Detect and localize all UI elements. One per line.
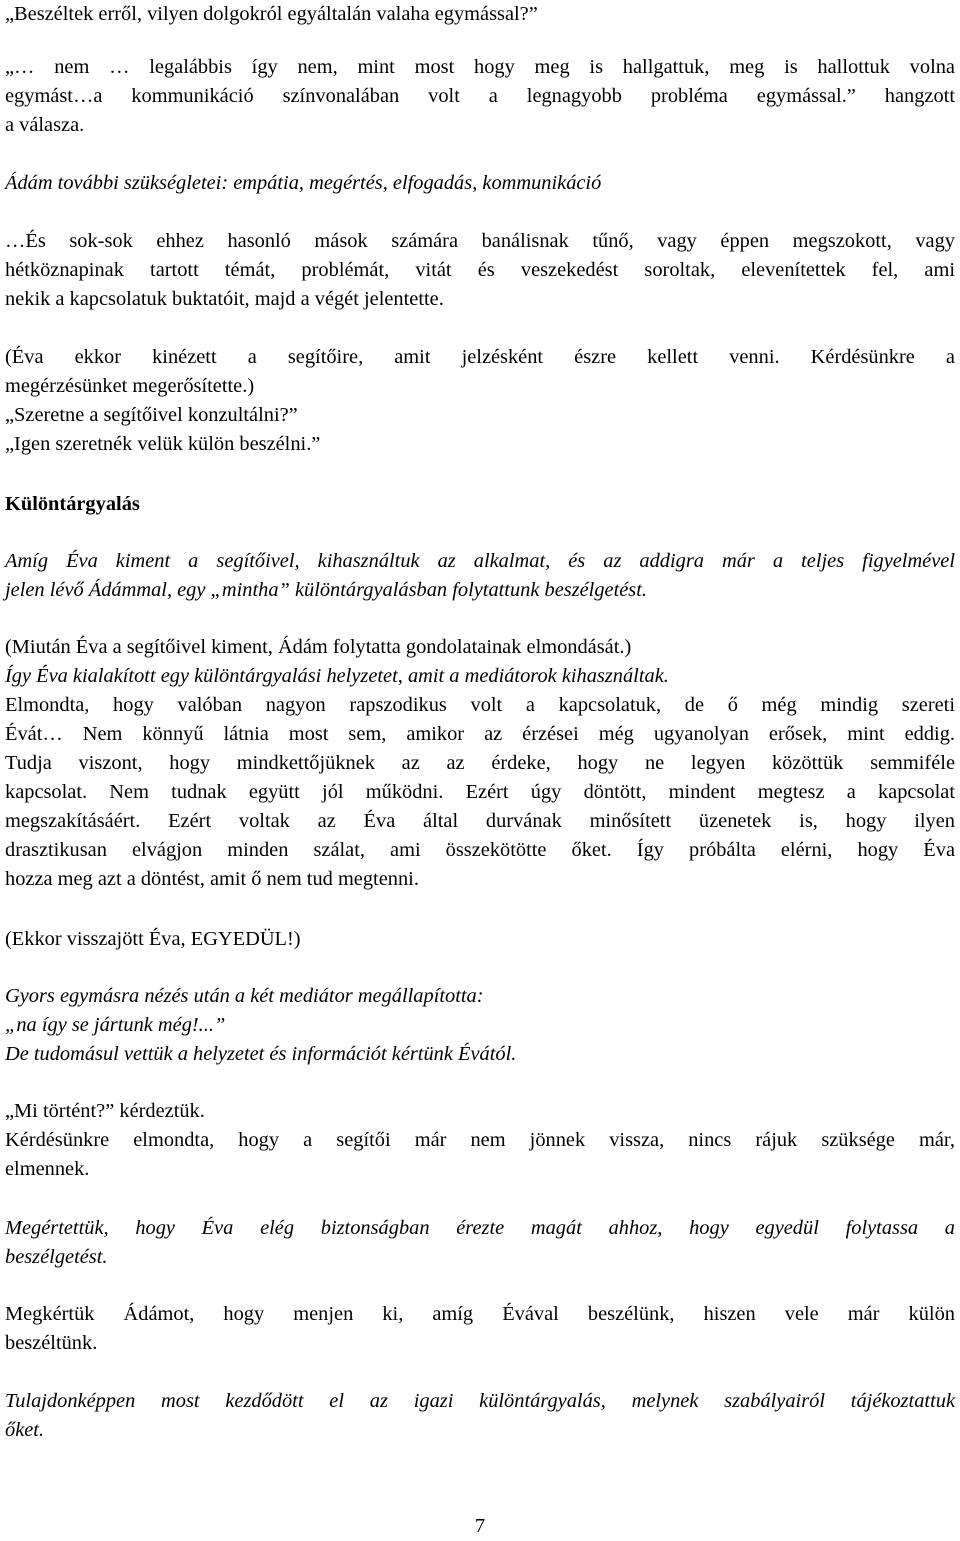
understanding-paragraph	[5, 1214, 955, 1272]
text-line: jelen lévő Ádámmal, egy „mintha” különtárgyalásban folytattunk beszélgetést.	[5, 579, 648, 601]
text-line: beszéltünk.	[5, 1332, 98, 1354]
text-line: Megértettük, hogy Éva elég biztonságban érezte magát ahhoz, hogy egyedül folytassa a	[5, 1217, 955, 1239]
text-line: elmennek.	[5, 1158, 90, 1180]
text-line: (Miután Éva a segítőivel kiment, Ádám folytatta gondolatainak elmondását.)	[5, 636, 632, 658]
text-line: nekik a kapcsolatuk buktatóit, majd a végét jelentette.	[5, 288, 444, 310]
text-line: egymást…a kommunikáció színvonalában volt a legnagyobb probléma egymással.” hangzott	[5, 85, 955, 107]
text-line: drasztikusan elvágjon minden szálat, ami összekötötte őket. Így próbálta elérni, hogy Éva	[5, 839, 955, 861]
text-line: Tudja viszont, hogy mindkettőjüknek az az érdeke, hogy ne legyen közöttük semmiféle	[5, 752, 955, 774]
text-line: megszakításáért. Ezért voltak az Éva által durvának minősített üzenetek is, hogy ilyen	[5, 810, 955, 832]
text-line: hétköznapinak tartott témát, problémát, vitát és veszekedést soroltak, elevenítettek fel, ami	[5, 259, 955, 281]
text-line: Amíg Éva kiment a segítőivel, kihasználtuk az alkalmat, és az addigra már a teljes figyelmével	[5, 550, 955, 572]
needs-heading	[5, 169, 955, 198]
text-line: (Éva ekkor kinézett a segítőire, amit jelzésként észre kellett venni. Kérdésünkre a	[5, 346, 955, 368]
text-line: hozza meg azt a döntést, amit ő nem tud megtenni.	[5, 868, 419, 890]
separate-session-paragraph	[5, 547, 955, 605]
section-heading	[5, 490, 955, 519]
text-line: …És sok-sok ehhez hasonló mások számára banálisnak tűnő, vagy éppen megszokott, vagy	[5, 230, 955, 252]
text-line: „… nem … legalábbis így nem, mint most hogy meg is hallgattuk, meg is hallottuk volna	[5, 56, 955, 78]
real-session-paragraph	[5, 1387, 955, 1445]
text-line: Így Éva kialakított egy különtárgyalási helyzetet, amit a mediátorok kihasználtak.	[5, 665, 669, 687]
text-line: „na így se jártunk még!...”	[5, 1014, 226, 1036]
eva-consult-paragraph	[5, 343, 955, 459]
text-line: „Szeretne a segítőivel konzultálni?”	[5, 404, 298, 426]
text-line: Elmondta, hogy valóban nagyon rapszodikus volt a kapcsolatuk, de ő még mindig szereti	[5, 694, 955, 716]
text-line: Tulajdonképpen most kezdődött el az igazi különtárgyalás, melynek szabályairól tájékoztattuk	[5, 1390, 955, 1412]
text-line: Kérdésünkre elmondta, hogy a segítői már nem jönnek vissza, nincs rájuk szüksége már,	[5, 1129, 955, 1151]
text-line: „Beszéltek erről, vilyen dolgokról egyáltalán valaha egymással?”	[5, 3, 538, 25]
what-happened-paragraph	[5, 1097, 955, 1184]
text-line: Különtárgyalás	[5, 493, 140, 515]
text-line: őket.	[5, 1419, 45, 1441]
eva-returns-paragraph	[5, 925, 955, 954]
text-line: „Igen szeretnék velük külön beszélni.”	[5, 433, 321, 455]
text-line: Megkértük Ádámot, hogy menjen ki, amíg Évával beszélünk, hiszen vele már külön	[5, 1303, 955, 1325]
text-line: Gyors egymásra nézés után a két mediátor megállapította:	[5, 985, 484, 1007]
mediators-paragraph	[5, 982, 955, 1069]
text-line: „Mi történt?” kérdeztük.	[5, 1100, 205, 1122]
question-paragraph	[5, 0, 955, 29]
text-line: De tudomásul vettük a helyzetet és információt kértünk Évától.	[5, 1043, 517, 1065]
adam-leaves-paragraph	[5, 1300, 955, 1358]
text-line: (Ekkor visszajött Éva, EGYEDÜL!)	[5, 928, 301, 950]
page-number: 7	[474, 1515, 486, 1537]
topics-paragraph	[5, 227, 955, 314]
text-line: Évát… Nem könnyű látnia most sem, amikor az érzései még ugyanolyan erősek, mint eddig.	[5, 723, 955, 745]
text-line: Ádám további szükségletei: empátia, megértés, elfogadás, kommunikáció	[5, 172, 602, 194]
text-line: beszélgetést.	[5, 1246, 108, 1268]
text-line: megérzésünket megerősítette.)	[5, 375, 255, 397]
text-line: a válasza.	[5, 114, 85, 136]
text-line: kapcsolat. Nem tudnak együtt jól működni. Ezért úgy döntött, mindent megtesz a kapcsolat	[5, 781, 955, 803]
adam-account-paragraph	[5, 633, 955, 894]
answer-paragraph	[5, 53, 955, 140]
